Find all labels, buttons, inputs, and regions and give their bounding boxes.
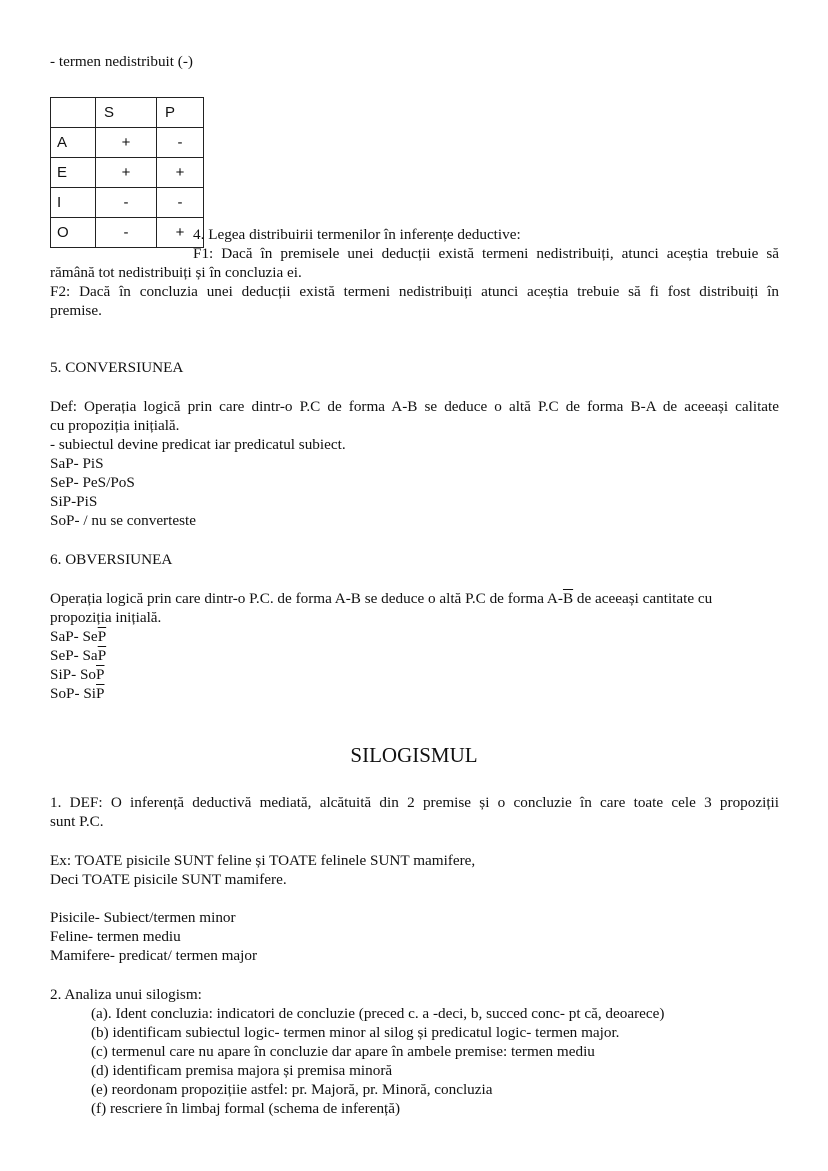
term-line: Mamifere- predicat/ termen major (50, 947, 258, 964)
table-cell: - (96, 218, 157, 248)
conversion-rule: SeP- PeS/PoS (50, 474, 135, 491)
table-header-p: P (157, 98, 204, 128)
table-row (51, 158, 204, 188)
table-cell: + (157, 218, 204, 248)
intro-line: - termen nedistribuit (-) (50, 53, 193, 70)
section6-def-text: de aceeași cantitate cu (573, 590, 713, 607)
section4-title: 4. Legea distribuirii termenilor în inferențe deductive: (193, 226, 521, 243)
table-cell: + (157, 158, 204, 188)
table-cell: + (96, 158, 157, 188)
table-header-s: S (96, 98, 157, 128)
obversion-rule (50, 646, 106, 665)
table-cell: A (51, 128, 96, 158)
rule-text: SeP- Sa (50, 647, 98, 664)
table-cell: - (157, 128, 204, 158)
analysis-step: (d) identificam premisa majora și premisa minoră (91, 1062, 393, 1079)
section4-f2-line1: F2: Dacă în concluzia unei deducții există termeni nedistribuiți atunci aceștia trebuie să fi fost distribuiți în (50, 283, 779, 300)
section6-def-line2: propoziția inițială. (50, 609, 162, 626)
rule-text: SaP- Se (50, 628, 98, 645)
conversion-rule: SiP-PiS (50, 493, 98, 510)
table-cell: + (96, 128, 157, 158)
analysis-step: (c) termenul care nu apare în concluzie dar apare în ambele premise: termen mediu (91, 1043, 595, 1060)
conversion-rule: SoP- / nu se converteste (50, 512, 196, 529)
silogism-def-line2: sunt P.C. (50, 813, 104, 830)
obversion-rule (50, 665, 104, 684)
silogism-def-line1: 1. DEF: O inferență deductivă mediată, alcătuită din 2 premise și o concluzie în care toate cele 3 propoziții (50, 794, 779, 811)
section5-note: - subiectul devine predicat iar predicatul subiect. (50, 436, 346, 453)
negated-term-b: $\overline{B}$ (562, 590, 574, 607)
table-cell: E (51, 158, 96, 188)
rule-text: SiP- So (50, 666, 97, 683)
section4-f1-line2: rămână tot nedistribuiți și în concluzia ei. (50, 264, 302, 281)
negated-term-p: $\overline{P}$ (96, 685, 105, 702)
section6-def-line1 (50, 589, 712, 608)
section4-f2-line2: premise. (50, 302, 102, 319)
table-cell: I (51, 188, 96, 218)
section6-title: 6. OBVERSIUNEA (50, 551, 173, 568)
section5-def-line2: cu propoziția inițială. (50, 417, 180, 434)
analysis-title: 2. Analiza unui silogism: (50, 986, 202, 1003)
table-row (51, 218, 204, 248)
obversion-rule (50, 684, 104, 703)
section4-f1-line1: F1: Dacă în premisele unei deducții există termeni nedistribuiți, atunci aceștia trebuie să (193, 245, 779, 262)
example-line1: Ex: TOATE pisicile SUNT feline și TOATE felinele SUNT mamifere, (50, 852, 476, 869)
example-line2: Deci TOATE pisicile SUNT mamifere. (50, 871, 287, 888)
section-heading: SILOGISMUL (350, 743, 478, 767)
section5-def-line1: Def: Operația logică prin care dintr-o P.C de forma A-B se deduce o altă P.C de forma B-A de aceeași calitate (50, 398, 779, 415)
distribution-table (50, 97, 204, 248)
conversion-rule: SaP- PiS (50, 455, 104, 472)
negated-term-p: $\overline{P}$ (96, 666, 105, 683)
term-line: Pisicile- Subiect/termen minor (50, 909, 236, 926)
analysis-step: (f) rescriere în limbaj formal (schema de inferență) (91, 1100, 401, 1117)
analysis-step: (e) reordonam propozițiie astfel: pr. Majoră, pr. Minoră, concluzia (91, 1081, 493, 1098)
table-cell: - (96, 188, 157, 218)
analysis-step: (b) identificam subiectul logic- termen minor al silog și predicatul logic- termen major. (91, 1024, 620, 1041)
table-cell: - (157, 188, 204, 218)
table-header-row (51, 98, 204, 128)
table-row (51, 188, 204, 218)
negated-term-p: $\overline{P}$ (97, 628, 107, 645)
table-cell: O (51, 218, 96, 248)
table-cell (51, 98, 96, 128)
section5-title: 5. CONVERSIUNEA (50, 359, 184, 376)
rule-text: SoP- Si (50, 685, 97, 702)
analysis-step: (a). Ident concluzia: indicatori de concluzie (preced c. a -deci, b, succed conc- pt că, deoarece) (91, 1005, 665, 1022)
obversion-rule (50, 627, 106, 646)
negated-term-p: $\overline{P}$ (97, 647, 107, 664)
table-row (51, 128, 204, 158)
term-line: Feline- termen mediu (50, 928, 181, 945)
section6-def-text: Operația logică prin care dintr-o P.C. de forma A-B se deduce o altă P.C de forma A- (50, 590, 563, 607)
